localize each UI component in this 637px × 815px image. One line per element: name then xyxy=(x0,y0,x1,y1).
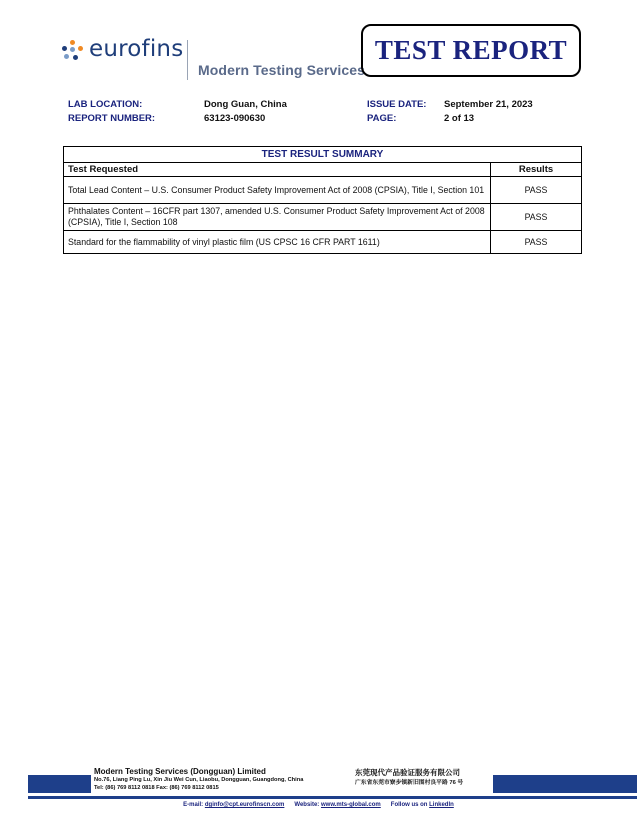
logo-text: eurofins xyxy=(89,36,184,62)
footer-address: No.76, Liang Ping Lu, Xin Jiu Wei Cun, Liaobu, Dongguan, Guangdong, China xyxy=(94,777,304,783)
website-label: Website: xyxy=(294,802,320,808)
result-cell: PASS xyxy=(491,231,582,254)
page-value: 2 of 13 xyxy=(444,113,475,124)
test-requested-cell: Standard for the flammability of vinyl plastic film (US CPSC 16 CFR PART 1611) xyxy=(64,231,491,254)
column-header-results: Results xyxy=(491,163,582,177)
result-cell: PASS xyxy=(491,204,582,231)
summary-title: TEST RESULT SUMMARY xyxy=(64,147,582,163)
footer-company: Modern Testing Services (Dongguan) Limited xyxy=(94,767,266,776)
lab-location-label: LAB LOCATION: xyxy=(68,99,143,110)
table-row xyxy=(64,204,582,231)
footer-company-cn: 东莞现代产品验证服务有限公司 xyxy=(355,768,460,777)
report-title: TEST REPORT xyxy=(374,35,568,65)
footer-tel-fax: Tel: (86) 769 8112 0818 Fax: (86) 769 8112 0815 xyxy=(94,785,219,791)
test-result-summary-table xyxy=(63,146,582,254)
website-link[interactable]: www.mts-global.com xyxy=(320,802,381,808)
eurofins-dots-icon xyxy=(62,40,84,62)
issue-date-label: ISSUE DATE: xyxy=(367,99,427,110)
division-name: Modern Testing Services xyxy=(198,62,365,78)
report-title-box xyxy=(361,24,581,77)
eurofins-logo xyxy=(62,38,182,66)
linkedin-link[interactable]: LinkedIn xyxy=(429,802,454,808)
page-label: PAGE: xyxy=(367,113,397,124)
logo-divider xyxy=(187,40,188,80)
footer-bar-left xyxy=(28,775,91,793)
lab-location-value: Dong Guan, China xyxy=(204,99,287,110)
email-link[interactable]: dginfo@cpt.eurofinscn.com xyxy=(204,802,285,808)
follow-label: Follow us on xyxy=(390,802,428,808)
table-row xyxy=(64,231,582,254)
footer-address-cn: 广东省东莞市寮步镇新旧围村良平路 76 号 xyxy=(355,780,464,786)
footer-contact-line xyxy=(0,802,637,808)
email-label: E-mail: xyxy=(183,802,204,808)
footer-bar-right xyxy=(493,775,637,793)
issue-date-value: September 21, 2023 xyxy=(444,99,533,110)
footer-line xyxy=(28,796,637,799)
table-row xyxy=(64,177,582,204)
column-header-test: Test Requested xyxy=(64,163,491,177)
test-requested-cell: Phthalates Content – 16CFR part 1307, amended U.S. Consumer Product Safety Improvement Act of 2008 (CPSIA), Title I, Section 108 xyxy=(64,204,491,231)
test-requested-cell: Total Lead Content – U.S. Consumer Product Safety Improvement Act of 2008 (CPSIA), Title I, Section 101 xyxy=(64,177,491,204)
report-number-value: 63123-090630 xyxy=(204,113,266,124)
report-number-label: REPORT NUMBER: xyxy=(68,113,156,124)
result-cell: PASS xyxy=(491,177,582,204)
